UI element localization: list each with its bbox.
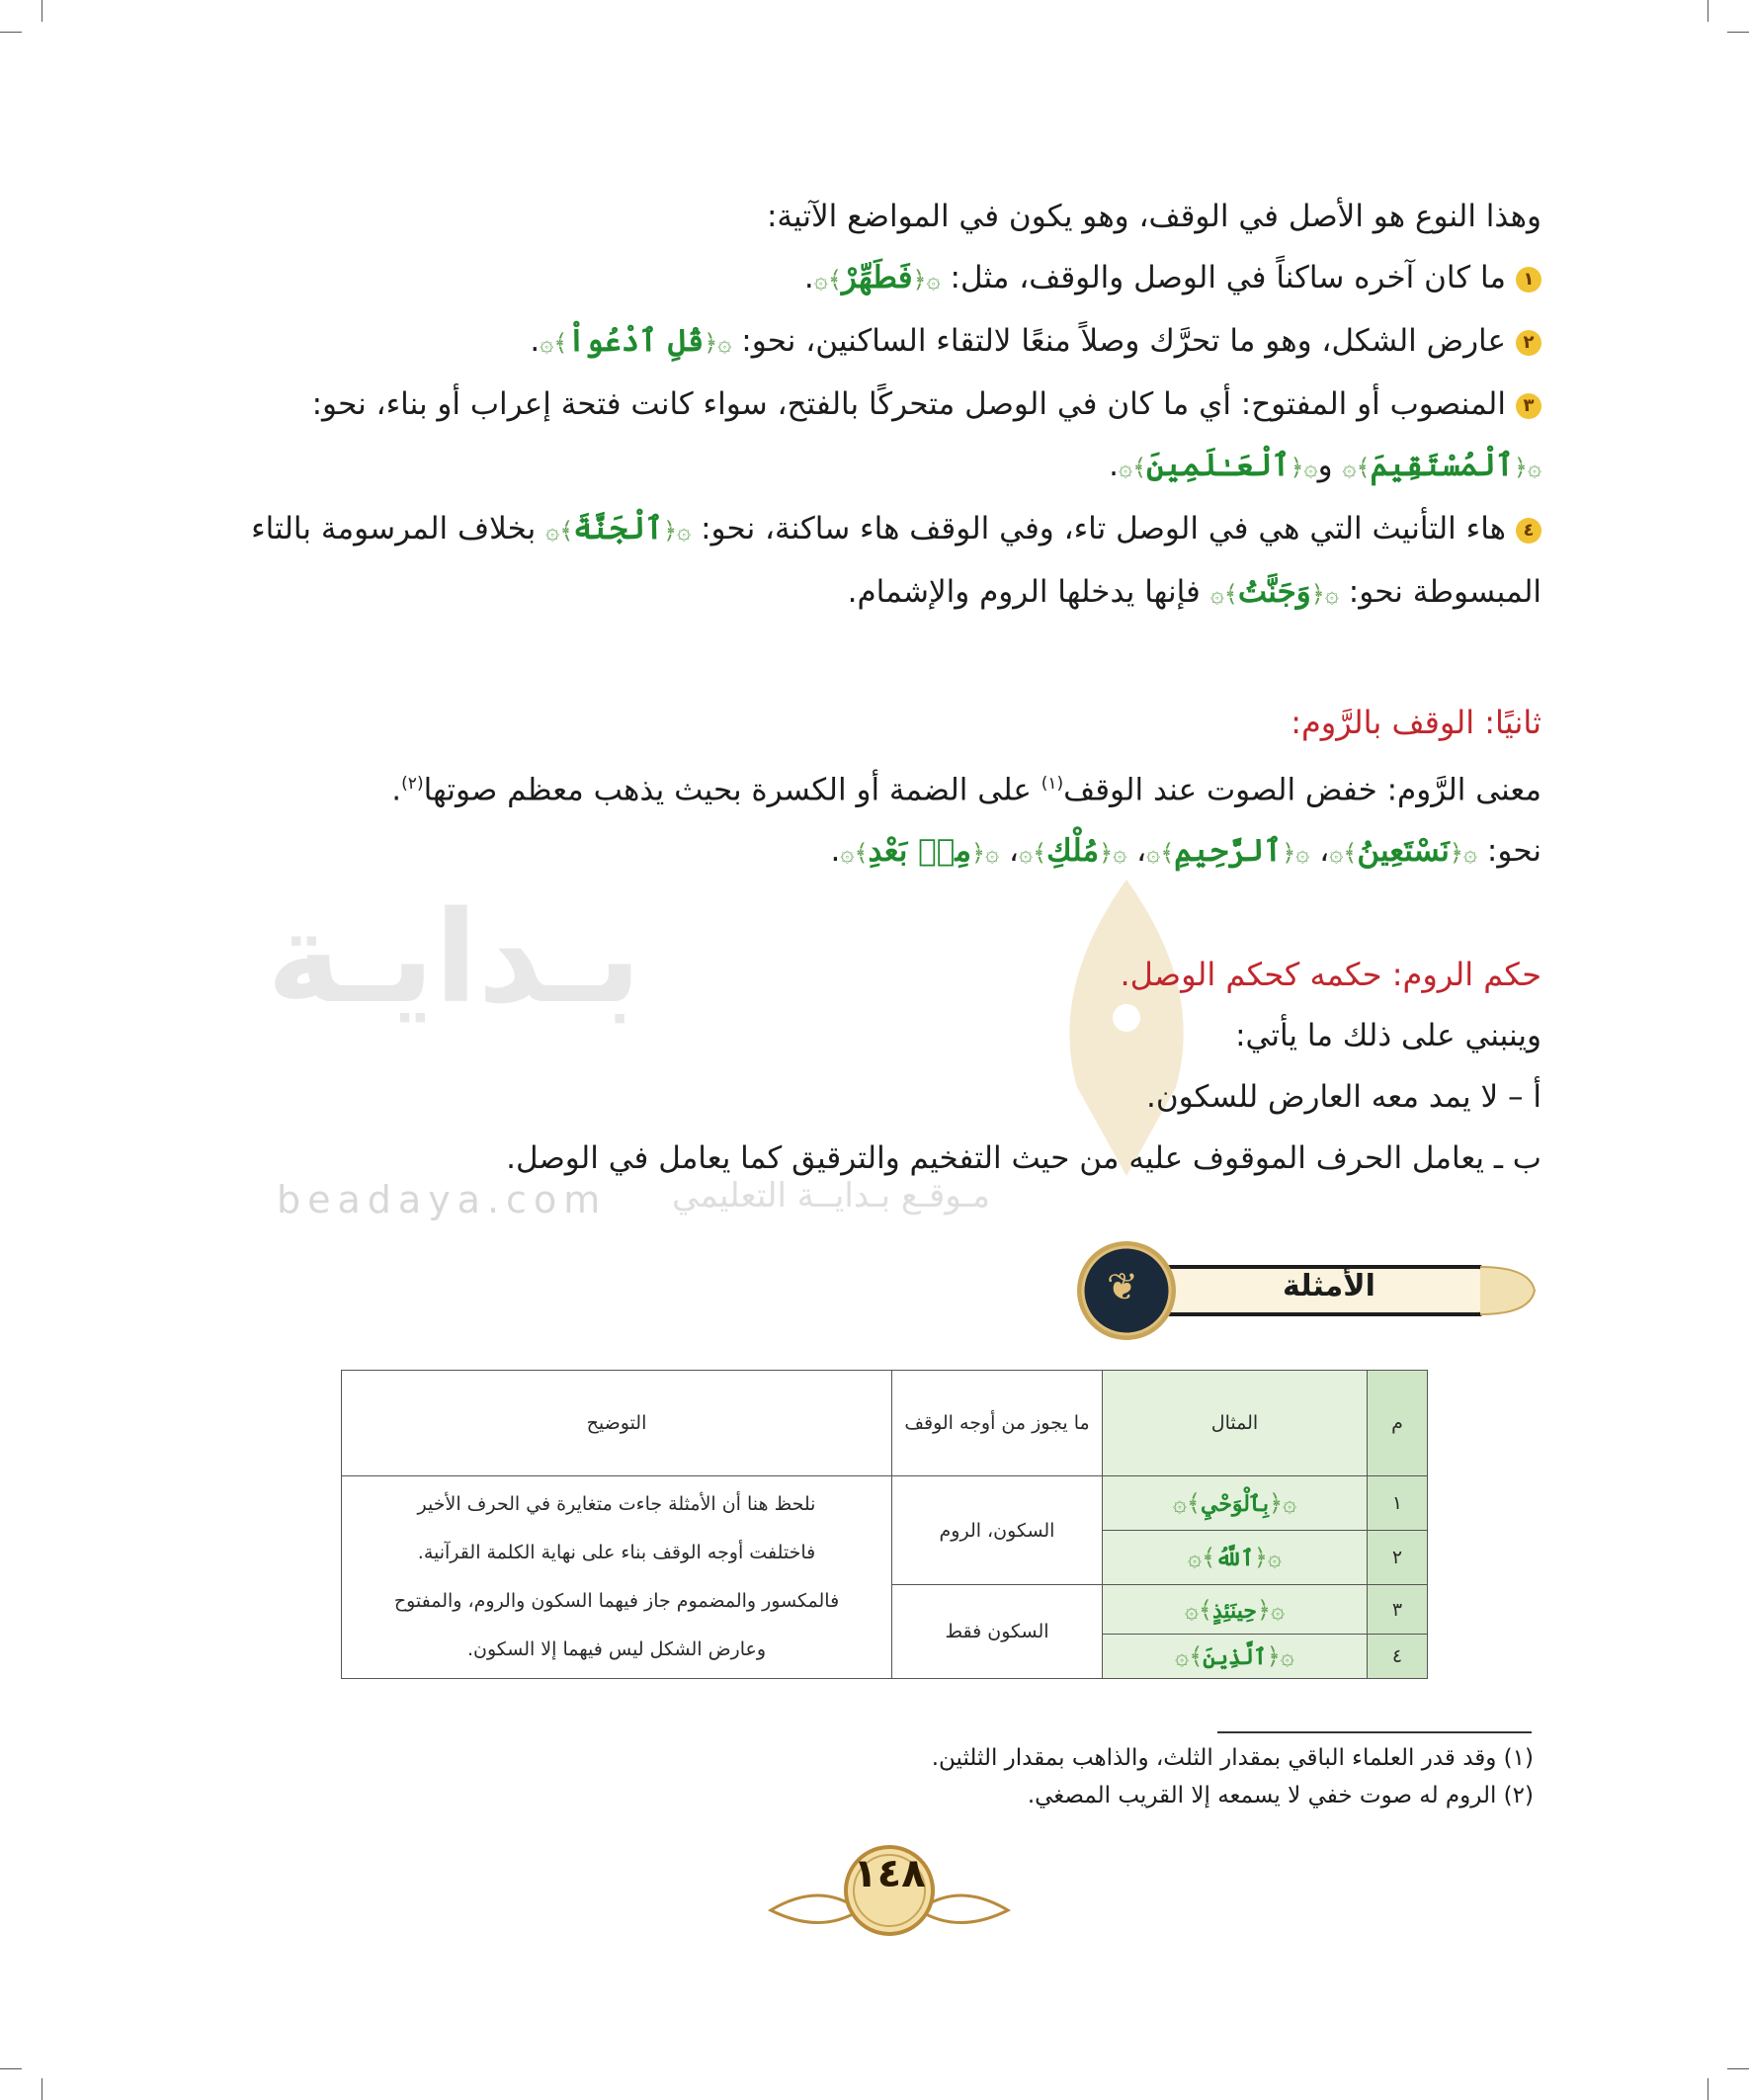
ornament-bracket-icon: ۞﴿ [704, 329, 732, 357]
item-text: هاء التأنيث التي هي في الوصل تاء، وفي الوقف هاء ساكنة، نحو: [701, 511, 1506, 546]
row-example: ۞﴿ٱلَّذِينَ﴾۞ [1103, 1635, 1368, 1679]
ornament-bracket-icon: ۞﴿ [1449, 839, 1478, 868]
footnote: (٢) الروم له صوت خفي لا يسمعه إلا القريب المصغي. [1027, 1783, 1534, 1808]
banner-title: الأمثلة [1283, 1269, 1375, 1303]
list-item [198, 374, 1541, 498]
example-word: ٱللَّهُ [1215, 1546, 1254, 1571]
row-number: ٤ [1368, 1635, 1428, 1679]
ruling-point-a: أ – لا يمد معه العارض للسكون. [1146, 1079, 1541, 1115]
item-number: ٤ [1516, 518, 1541, 544]
explanation-line: فالمكسور والمضموم جاز فيهما السكون والروم، والمفتوح [393, 1590, 840, 1612]
item-number: ٢ [1516, 330, 1541, 356]
header-example: المثال [1103, 1371, 1368, 1476]
allowed-cell: السكون فقط [892, 1585, 1103, 1679]
punctuation: . [1109, 448, 1120, 483]
ruling-point-b: ب ـ يعامل الحرف الموقوف عليه من حيث التفخيم والترقيق كما يعامل في الوصل. [506, 1140, 1541, 1176]
ornament-bracket-icon: ﴾۞ [1146, 839, 1175, 868]
ornament-bracket-icon: ۞﴿ [1099, 839, 1127, 868]
row-example: ۞﴿ٱللَّهُ﴾۞ [1103, 1531, 1368, 1585]
crop-mark [1707, 0, 1708, 22]
crop-mark [1727, 32, 1749, 33]
item-text: فإنها يدخلها الروم والإشمام. [847, 574, 1201, 610]
examples-table [341, 1370, 1428, 1679]
ornament-bracket-icon: ۞﴿ [663, 517, 692, 545]
quran-word: قُلِ ٱدْعُواْ [567, 323, 705, 359]
crop-mark [0, 2068, 22, 2069]
item-number: ١ [1516, 267, 1541, 293]
explanation-line: فاختلفت أوجه الوقف بناء على نهاية الكلمة القرآنية. [417, 1542, 816, 1563]
ornament-bracket-icon: ۞﴿ [1513, 454, 1541, 481]
table-row [342, 1476, 1428, 1531]
ornament-bracket-icon: ۞﴿ [1310, 580, 1339, 608]
quran-word: وَجَنَّتُ [1237, 574, 1311, 610]
conditions-block [198, 186, 1541, 625]
explanation-line: نلحظ هنا أن الأمثلة جاءت متغايرة في الحرف الأخير [417, 1493, 816, 1515]
separator: ، [1319, 833, 1330, 870]
ornament-bracket-icon: ۞﴿ [912, 266, 941, 294]
row-number: ٢ [1368, 1531, 1428, 1585]
punctuation: . [391, 772, 402, 808]
explanation-cell [342, 1476, 892, 1679]
watermark-logo: بـدايـة [267, 884, 642, 1032]
definition-text: على الضمة أو الكسرة بحيث يذهب معظم صوتها [423, 772, 1032, 808]
ruling-title: حكم الروم: حكمه كحكم الوصل. [1120, 956, 1541, 993]
crop-mark [1727, 2068, 1749, 2069]
example-word: بِٱلْوَحْيِ [1200, 1491, 1270, 1517]
ornament-bracket-icon: ﴾۞ [1119, 454, 1147, 481]
ornament-bracket-icon: ۞﴿ [971, 839, 1000, 868]
intro-text: وهذا النوع هو الأصل في الوقف، وهو يكون في المواضع الآتية: [766, 199, 1541, 234]
watermark-url: beadaya.com [277, 1178, 608, 1221]
punctuation: . [530, 323, 541, 359]
ornament-bracket-icon: ۞﴿ [1290, 454, 1318, 481]
example-word: ٱلَّذِينَ [1203, 1644, 1267, 1670]
item-number: ٣ [1516, 393, 1541, 419]
section-title: ثانيًا: الوقف بالرَّوم: [1291, 704, 1541, 741]
header-m: م [1368, 1371, 1428, 1476]
ornament-bracket-icon: ﴾۞ [1329, 839, 1358, 868]
list-item [198, 247, 1541, 310]
example-word: حِينَئِذٍ [1211, 1597, 1258, 1624]
quran-word: ٱلْمُسْتَقِيمَ [1370, 448, 1514, 483]
watermark-site-name: مـوقـع بـدايــة التعليمي [672, 1176, 990, 1216]
examples-label: نحو: [1486, 833, 1541, 870]
row-number: ٣ [1368, 1585, 1428, 1635]
row-example: ۞﴿بِٱلْوَحْيِ﴾۞ [1103, 1476, 1368, 1531]
punctuation: . [803, 260, 814, 295]
header-explanation: التوضيح [342, 1371, 892, 1476]
footnote: (١) وقد قدر العلماء الباقي بمقدار الثلث، والذاهب بمقدار الثلثين. [931, 1745, 1534, 1771]
rawm-examples [198, 820, 1541, 883]
quran-word: ٱلْجَنَّةَ [573, 511, 664, 546]
footnote-ref[interactable]: (٢) [401, 774, 424, 794]
row-number: ١ [1368, 1476, 1428, 1531]
punctuation: . [830, 833, 841, 870]
table-header-row [342, 1371, 1428, 1476]
item-text: المنصوب أو المفتوح: أي ما كان في الوصل متحركًا بالفتح، سواء كانت فتحة إعراب أو بناء، نحو: [311, 386, 1506, 422]
explanation-line: وعارض الشكل ليس فيهما إلا السكون. [466, 1638, 767, 1660]
ruling-section [198, 944, 1541, 1189]
ornament-bracket-icon: ﴾۞ [1342, 454, 1371, 481]
ornament-bracket-icon: ﴾۞ [813, 266, 842, 294]
separator: ، [1136, 833, 1147, 870]
ornament-bracket-icon: ۞﴿ [1282, 839, 1310, 868]
item-text: ما كان آخره ساكناً في الوصل والوقف، مثل: [950, 260, 1506, 295]
quran-word: ٱلْعَـٰلَمِينَ [1146, 448, 1291, 483]
item-text: بخلاف المرسومة بالتاء المبسوطة نحو: [251, 511, 1541, 610]
quran-word: فَطَهِّرْ [841, 260, 913, 295]
item-text: عارض الشكل، وهو ما تحرَّك وصلاً منعًا لالتقاء الساكنين، نحو: [741, 323, 1506, 359]
ruling-intro: وينبني على ذلك ما يأتي: [1235, 1018, 1541, 1053]
rawm-definition [198, 753, 1541, 820]
separator: ، [1008, 833, 1019, 870]
footnote-divider [1217, 1731, 1532, 1733]
list-item [198, 310, 1541, 374]
definition-text: معنى الرَّوم: خفض الصوت عند الوقف [1063, 772, 1541, 808]
quran-word: مُلْكِ [1046, 833, 1100, 870]
rawm-section [198, 692, 1541, 883]
page-number: ١٤٨ [853, 1851, 926, 1896]
ornament-bracket-icon: ﴾۞ [840, 839, 869, 868]
allowed-cell: السكون، الروم [892, 1476, 1103, 1585]
ornament-bracket-icon: ﴾۞ [545, 517, 574, 545]
examples-banner [1045, 1237, 1540, 1344]
row-example: ۞﴿حِينَئِذٍ﴾۞ [1103, 1585, 1368, 1635]
crop-mark [0, 32, 22, 33]
quran-word: ٱلرَّحِيمِ [1174, 833, 1283, 870]
list-item [198, 498, 1541, 625]
ornament-bracket-icon: ﴾۞ [540, 329, 568, 357]
conjunction: و [1317, 448, 1333, 483]
footnote-ref[interactable]: (١) [1041, 774, 1064, 794]
ornament-bracket-icon: ﴾۞ [1019, 839, 1047, 868]
grape-leaf-icon: ❦ [1107, 1265, 1138, 1308]
quran-word: نَسْتَعِينُ [1357, 833, 1450, 870]
quran-word: مِنۢ بَعْدِ [868, 833, 971, 870]
ornament-bracket-icon: ﴾۞ [1209, 580, 1238, 608]
header-allowed: ما يجوز من أوجه الوقف [892, 1371, 1103, 1476]
crop-mark [1707, 2078, 1708, 2100]
